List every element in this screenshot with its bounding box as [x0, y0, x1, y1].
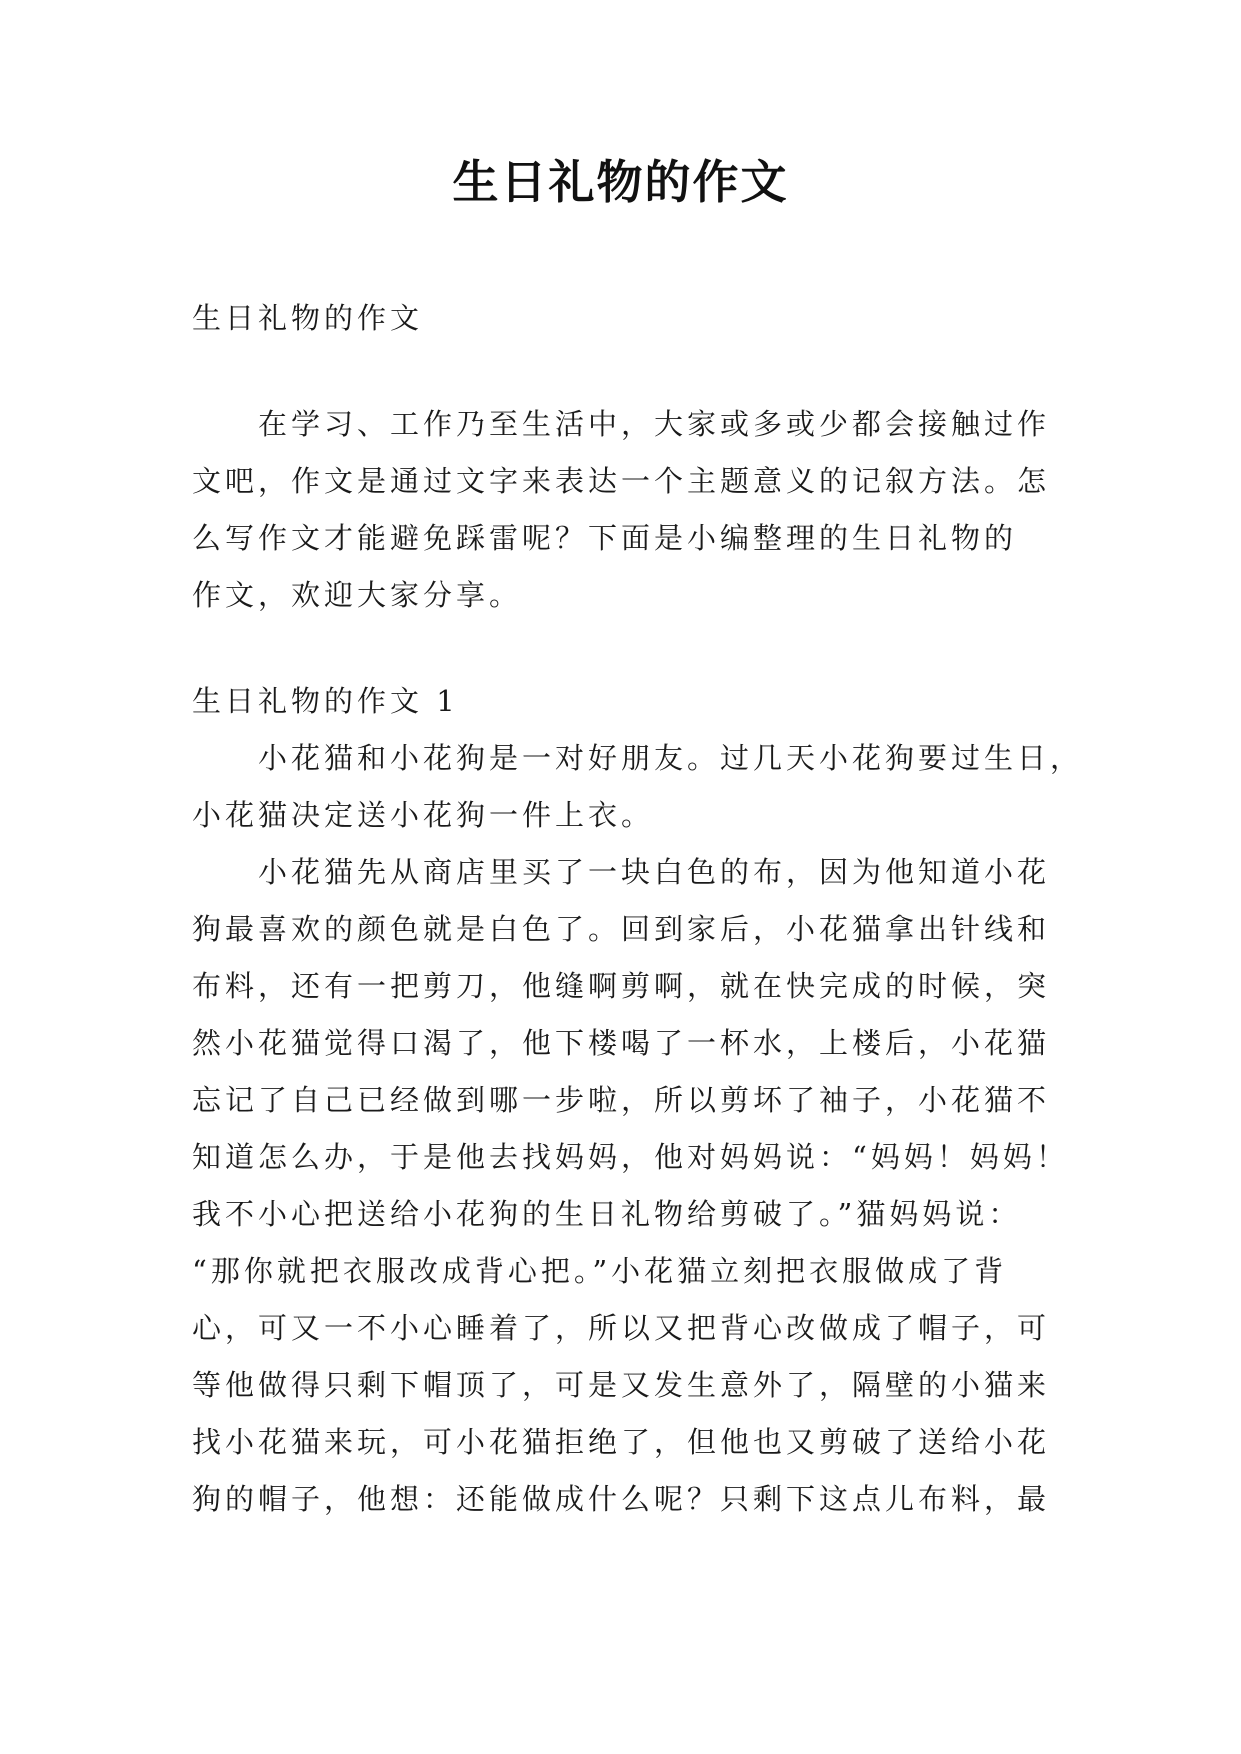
paragraph-line: 等他做得只剩下帽顶了，可是又发生意外了，隔壁的小猫来: [192, 1368, 1051, 1402]
document-body: [192, 290, 1084, 1528]
paragraph-line: 小花猫先从商店里买了一块白色的布，因为他知道小花: [258, 855, 1051, 889]
intro-line: 在学习、工作乃至生活中，大家或多或少都会接触过作: [258, 407, 1051, 441]
paragraph-line: 小花猫决定送小花狗一件上衣。: [192, 798, 655, 832]
paragraph-line: 心，可又一不小心睡着了，所以又把背心改做成了帽子，可: [192, 1311, 1051, 1345]
document-title: 生日礼物的作文: [452, 155, 789, 209]
paragraph-line: 布料，还有一把剪刀，他缝啊剪啊，就在快完成的时候，突: [192, 969, 1051, 1003]
paragraph-line: 我不小心把送给小花狗的生日礼物给剪破了。”猫妈妈说：: [192, 1197, 1022, 1231]
paragraph-line: 小花猫和小花狗是一对好朋友。过几天小花狗要过生日，: [258, 741, 1084, 775]
intro-line: 文吧，作文是通过文字来表达一个主题意义的记叙方法。怎: [192, 464, 1051, 498]
intro-line: 么写作文才能避免踩雷呢？下面是小编整理的生日礼物的: [192, 521, 1018, 555]
paragraph-line: 忘记了自己已经做到哪一步啦，所以剪坏了袖子，小花猫不: [192, 1083, 1051, 1117]
section-heading: 生日礼物的作文 1: [192, 684, 459, 718]
paragraph-line: 狗最喜欢的颜色就是白色了。回到家后，小花猫拿出针线和: [192, 912, 1051, 946]
paragraph-line: 狗的帽子，他想：还能做成什么呢？只剩下这点儿布料，最: [192, 1482, 1051, 1516]
intro-line: 作文，欢迎大家分享。: [192, 578, 523, 612]
paragraph-line: 然小花猫觉得口渴了，他下楼喝了一杯水，上楼后，小花猫: [192, 1026, 1051, 1060]
paragraph-line: 找小花猫来玩，可小花猫拒绝了，但他也又剪破了送给小花: [192, 1425, 1051, 1459]
paragraph-line: “那你就把衣服改成背心把。”小花猫立刻把衣服做成了背: [192, 1254, 1008, 1288]
paragraph-line: 知道怎么办，于是他去找妈妈，他对妈妈说：“妈妈！妈妈！: [192, 1140, 1069, 1174]
subtitle: 生日礼物的作文: [192, 301, 424, 335]
